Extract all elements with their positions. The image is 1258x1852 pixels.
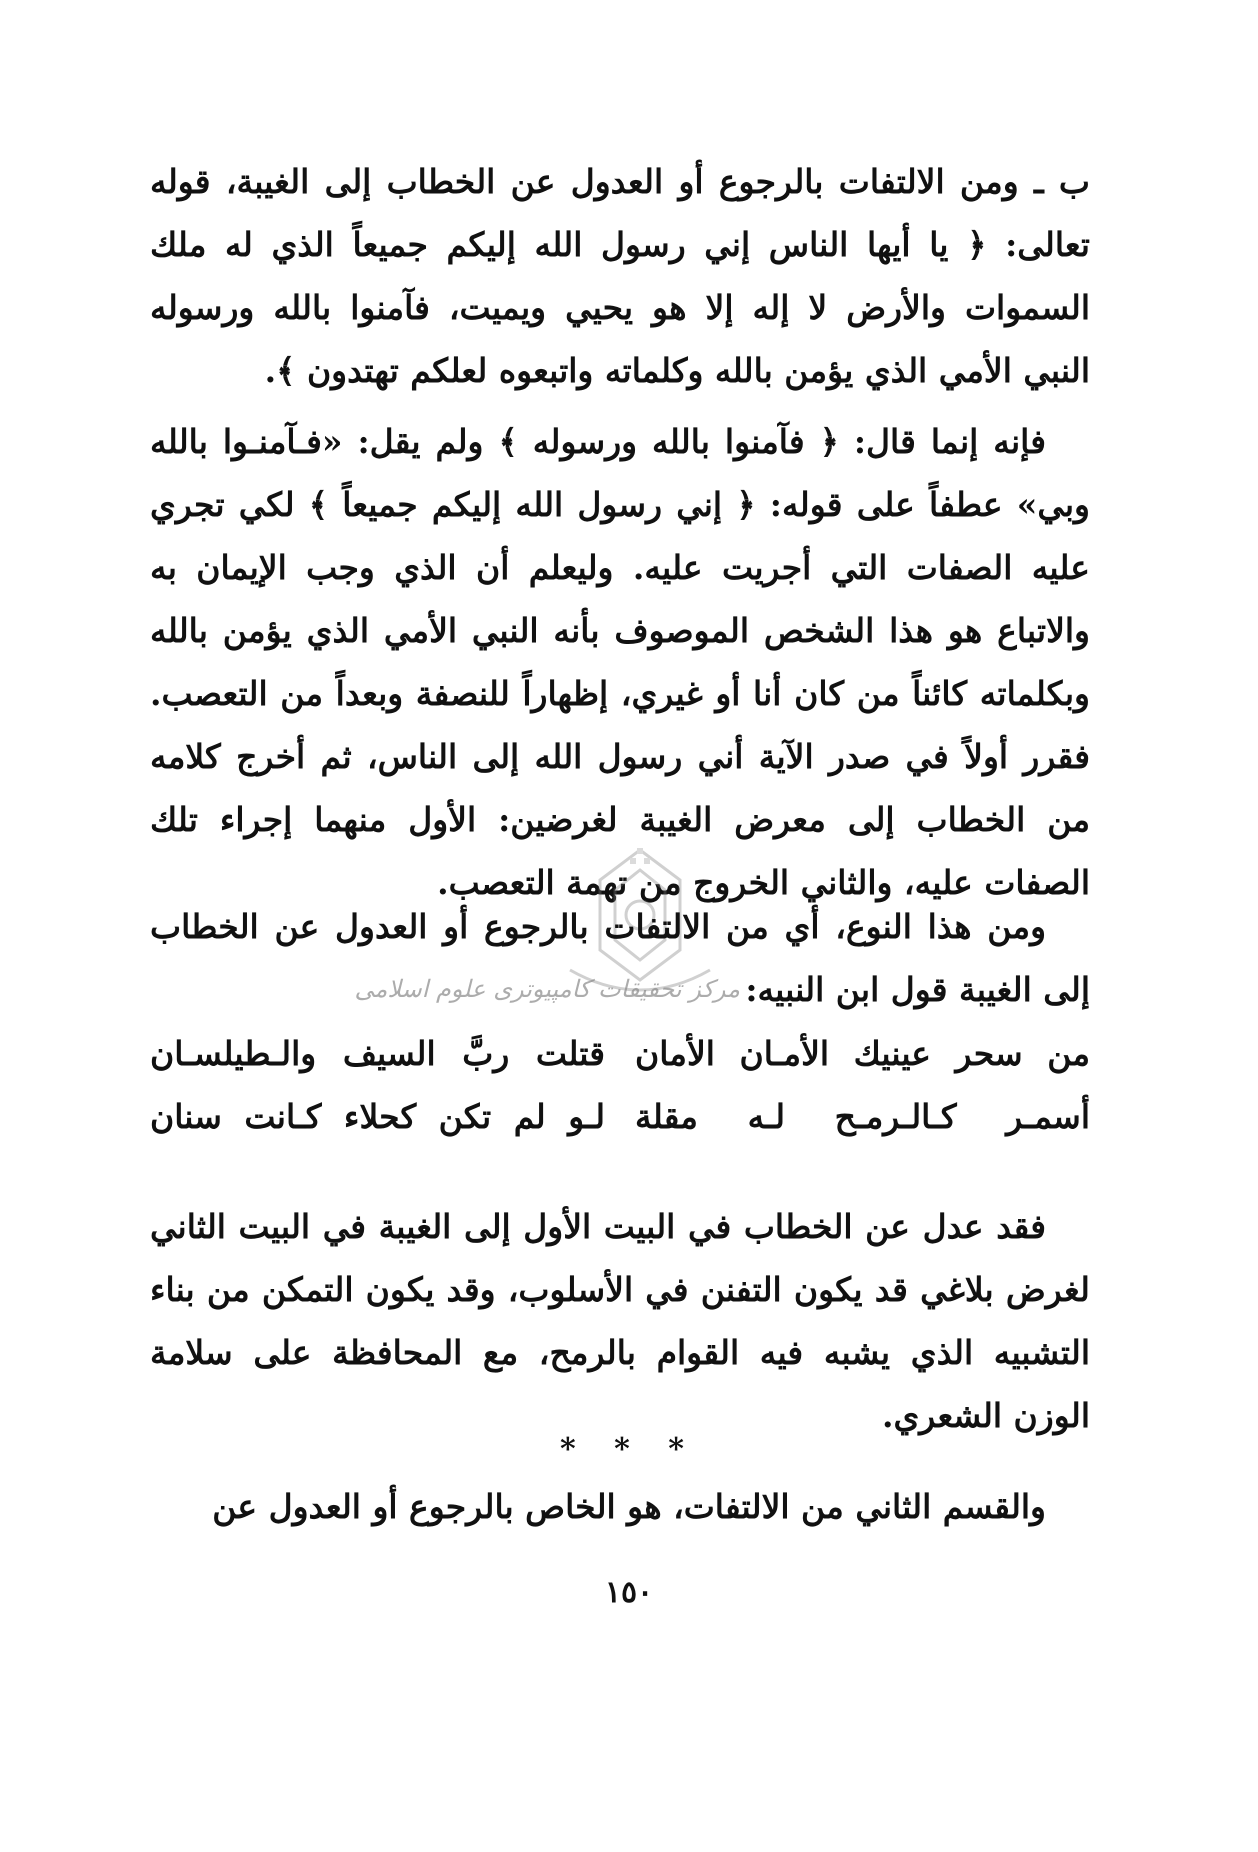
page-number: ١٥٠ xyxy=(604,1575,654,1610)
hemistich-second: لـو لم تكن كحلاء كـانت سنان xyxy=(150,1097,605,1136)
paragraph-4 xyxy=(150,1195,1090,1447)
poem-verse-2 xyxy=(150,1085,1090,1148)
paragraph-5 xyxy=(150,1475,1090,1538)
watermark-caption: مركز تحقيقات كامپيوترى علوم اسلامى xyxy=(354,975,740,1003)
hemistich-first: أسمـر كـالـرمـح لـه مقلة xyxy=(635,1097,1090,1136)
hemistich-second: قتلت ربَّ السيف والـطيلسـان xyxy=(150,1034,605,1073)
poem-verse-1 xyxy=(150,1022,1090,1085)
paragraph-3 xyxy=(150,895,1090,1021)
paragraph-text: ومن هذا النوع، أي من الالتفات بالرجوع أو العدول عن الخطاب إلى الغيبة قول ابن النبيه: xyxy=(150,907,1090,1009)
paragraph-text: فقد عدل عن الخطاب في البيت الأول إلى الغيبة في البيت الثاني لغرض بلاغي قد يكون التفنن في الأسلوب، وقد يكون التمكن من بناء التشبيه الذي يشبه فيه القوام بالرمح، مع المحافظة على سلامة الوزن الشعري. xyxy=(150,1207,1090,1435)
paragraph-text: والقسم الثاني من الالتفات، هو الخاص بالرجوع أو العدول عن xyxy=(212,1487,1046,1526)
paragraph-2 xyxy=(150,410,1090,914)
section-separator: * * * xyxy=(560,1432,698,1467)
hemistich-first: من سحر عينيك الأمـان الأمان xyxy=(635,1034,1090,1073)
paragraph-1 xyxy=(150,150,1090,402)
paragraph-text: فإنه إنما قال: ﴿ فآمنوا بالله ورسوله ﴾ ولم يقل: «فـآمنـوا بالله وبي» عطفاً على قوله: ﴿ إني رسول الله إليكم جميعاً ﴾ لكي تجري عليه الصفات التي أجريت عليه. وليعلم أن الذي وجب الإيمان به والاتباع هو هذا الشخص الموصوف بأنه النبي الأمي الذي يؤمن بالله وبكلماته كائناً من كان أنا أو غيري، إظهاراً للنصفة وبعداً من التعصب. فقرر أولاً في صدر الآية أني رسول الله إلى الناس، ثم أخرج كلامه من الخطاب إلى معرض الغيبة لغرضين: الأول منهما إجراء تلك الصفات عليه، والثاني الخروج من تهمة التعصب. xyxy=(150,422,1090,902)
paragraph-text: ب ـ ومن الالتفات بالرجوع أو العدول عن الخطاب إلى الغيبة، قوله تعالى: ﴿ يا أيها الناس إني رسول الله إليكم جميعاً الذي له ملك السموات والأرض لا إله إلا هو يحيي ويميت، فآمنوا بالله ورسوله النبي الأمي الذي يؤمن بالله وكلماته واتبعوه لعلكم تهتدون ﴾. xyxy=(150,162,1090,390)
poem xyxy=(150,1022,1090,1148)
